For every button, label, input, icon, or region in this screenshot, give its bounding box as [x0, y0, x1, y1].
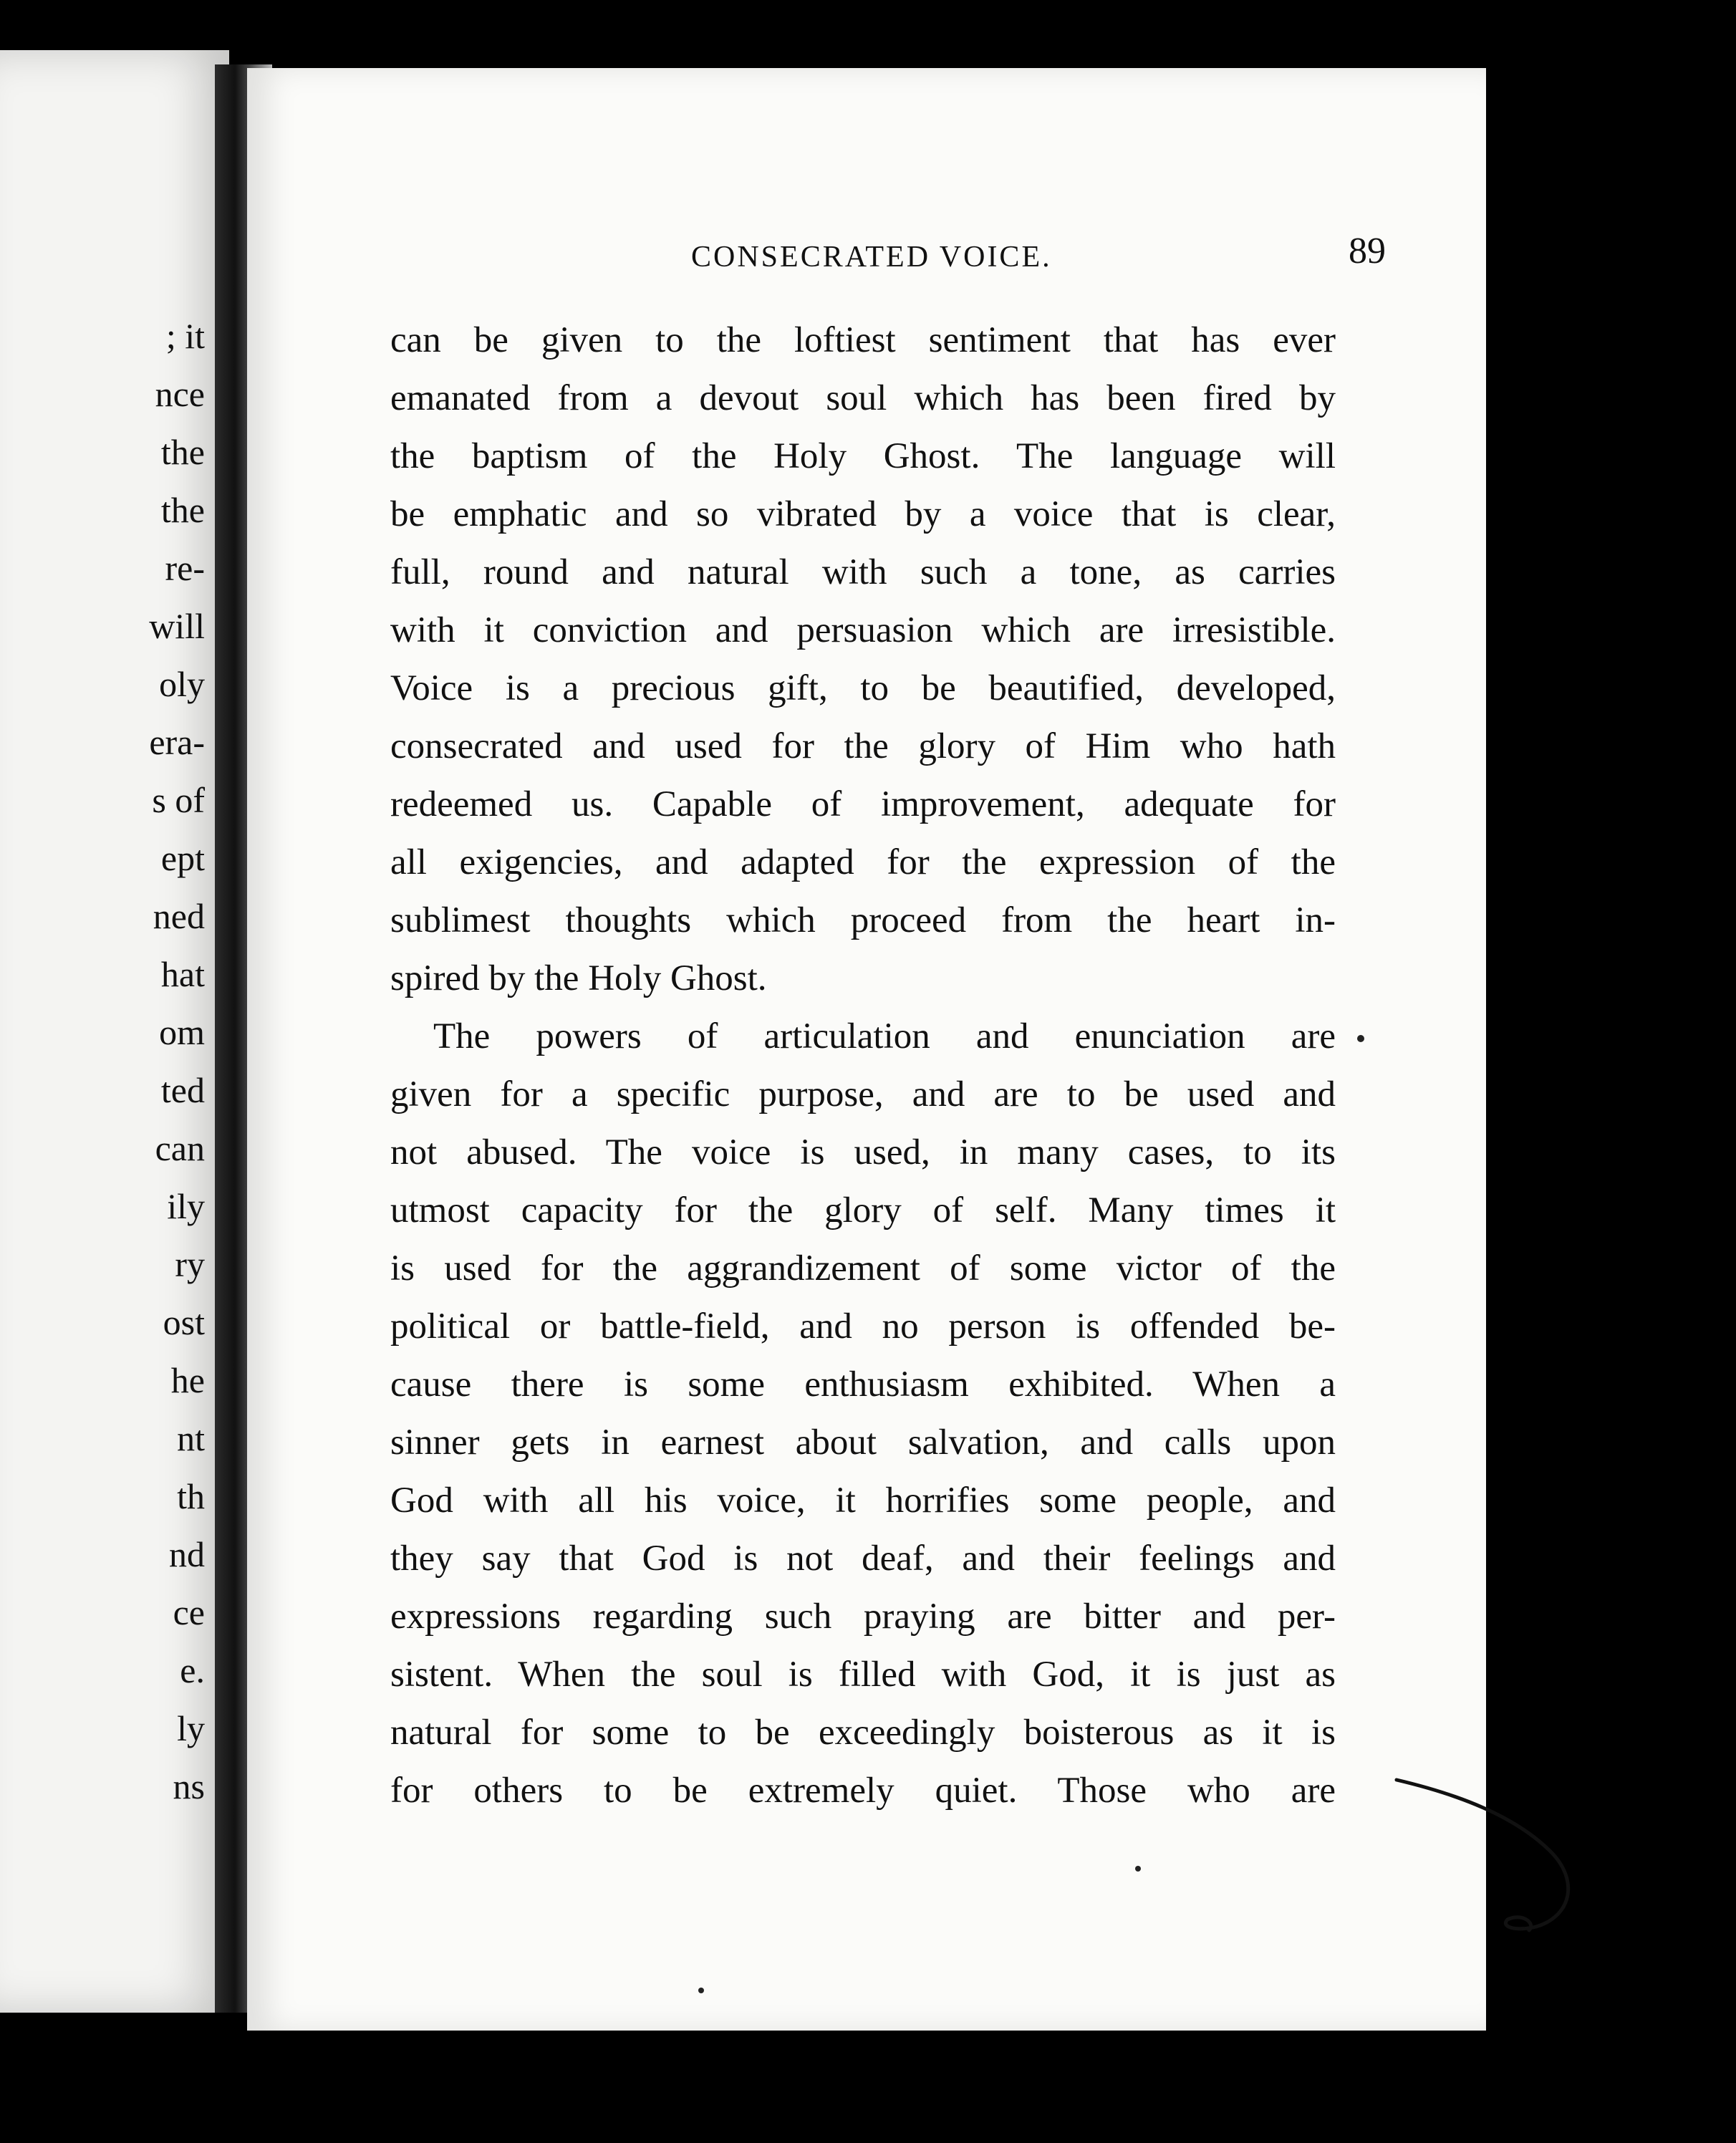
facing-page-text-fragment: re- [165, 548, 205, 588]
facing-page-text-fragment: ted [160, 1070, 205, 1110]
text-line: for others to be extremely quiet. Those who are [390, 1771, 1336, 1811]
facing-page-text-fragment: hat [160, 954, 205, 994]
facing-page-text-fragment: can [155, 1128, 205, 1168]
text-line: not abused. The voice is used, in many cases, to its [390, 1132, 1336, 1172]
text-line: Voice is a precious gift, to be beautified, developed, [390, 668, 1336, 708]
text-line: redeemed us. Capable of improvement, adequate for [390, 784, 1336, 824]
text-line: sinner gets in earnest about salvation, and calls upon [390, 1422, 1336, 1463]
facing-page-text-fragment: nd [169, 1534, 205, 1574]
facing-page-text-fragment: s of [152, 780, 205, 820]
text-line: given for a specific purpose, and are to be used and [390, 1074, 1336, 1114]
ink-speck [1135, 1866, 1141, 1872]
ink-speck [1357, 1035, 1364, 1042]
ink-speck [698, 1988, 704, 1993]
text-line: utmost capacity for the glory of self. Many times it [390, 1190, 1336, 1231]
facing-page-text-fragment: ry [175, 1244, 205, 1284]
text-line: the baptism of the Holy Ghost. The language will [390, 436, 1336, 476]
text-line: sistent. When the soul is filled with God, it is just as [390, 1655, 1336, 1695]
pencil-annotation-mark [1393, 1773, 1608, 1937]
book-page [247, 68, 1486, 2031]
text-line: is used for the aggrandizement of some victor of the [390, 1248, 1336, 1289]
text-line: political or battle-field, and no person is offended be- [390, 1306, 1336, 1347]
text-line: emanated from a devout soul which has been fired by [390, 378, 1336, 418]
facing-page-text-fragment: era- [149, 722, 205, 762]
text-line: can be given to the loftiest sentiment that has ever [390, 320, 1336, 360]
facing-page-text-fragment: nce [155, 374, 205, 414]
facing-page-text-fragment: ly [177, 1708, 205, 1748]
text-line: sublimest thoughts which proceed from the heart in- [390, 900, 1336, 940]
body-text [390, 312, 1336, 1820]
text-line: The powers of articulation and enunciation are [433, 1016, 1336, 1056]
facing-page-text-fragment: will [149, 606, 205, 646]
facing-page-text-fragment: ns [173, 1766, 205, 1806]
facing-page-text-fragment: th [177, 1476, 205, 1516]
facing-page-text-fragment: nt [177, 1418, 205, 1458]
running-head: CONSECRATED VOICE. [691, 241, 1052, 274]
facing-page-text-fragment: he [170, 1360, 205, 1400]
facing-page-text-fragment: ily [167, 1186, 205, 1226]
text-line: be emphatic and so vibrated by a voice that is clear, [390, 494, 1336, 534]
facing-page-text-fragment: oly [159, 664, 205, 704]
facing-page-text-fragment: the [160, 490, 205, 530]
text-line: spired by the Holy Ghost. [390, 958, 767, 998]
facing-page-text-fragment: the [160, 432, 205, 472]
facing-page-text-fragment: e. [180, 1650, 205, 1690]
text-line: they say that God is not deaf, and their feelings and [390, 1538, 1336, 1579]
text-line: cause there is some enthusiasm exhibited. When a [390, 1364, 1336, 1405]
facing-page-text-fragment: ned [153, 896, 205, 936]
page-number: 89 [1349, 231, 1386, 271]
text-line: God with all his voice, it horrifies some people, and [390, 1480, 1336, 1521]
text-line: with it conviction and persuasion which are irresistible. [390, 610, 1336, 650]
facing-page-text-fragment: ost [163, 1302, 205, 1342]
facing-page-fragment [0, 50, 229, 2013]
text-line: natural for some to be exceedingly boisterous as it is [390, 1713, 1336, 1753]
facing-page-text-fragment: om [159, 1012, 205, 1052]
text-line: all exigencies, and adapted for the expression of the [390, 842, 1336, 882]
text-line: expressions regarding such praying are bitter and per- [390, 1597, 1336, 1637]
text-line: consecrated and used for the glory of Him who hath [390, 726, 1336, 766]
facing-page-text-fragment: ept [160, 838, 205, 878]
facing-page-text-fragment: ce [173, 1592, 205, 1632]
facing-page-text-fragment: ; it [165, 316, 205, 356]
text-line: full, round and natural with such a tone, as carries [390, 552, 1336, 592]
